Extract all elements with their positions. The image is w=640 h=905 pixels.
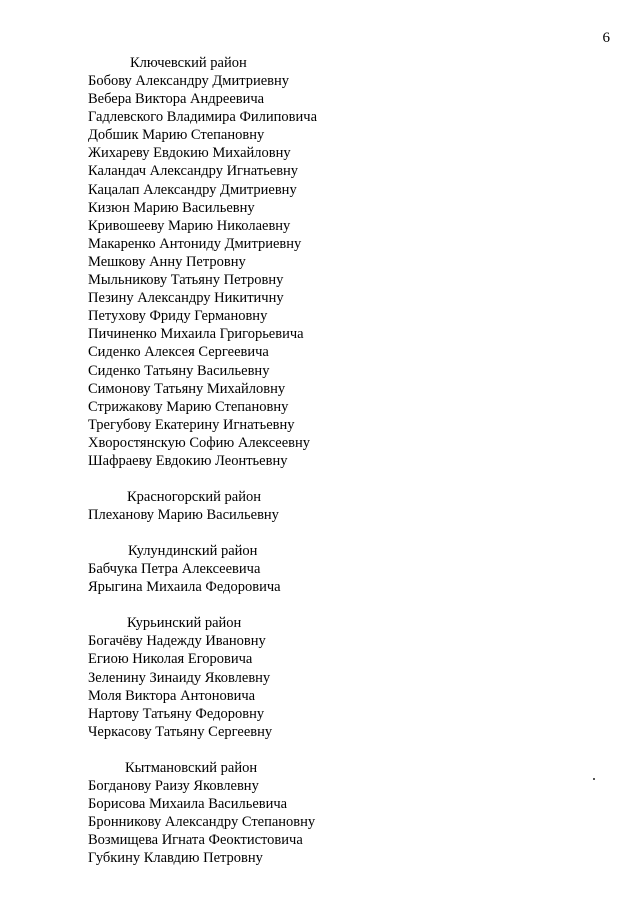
district-section [88,542,608,596]
person-name: Бобову Александру Дмитриевну [88,73,290,89]
person-name: Богданову Раизу Яковлевну [88,777,259,794]
district-heading: Курьинский район [127,615,242,632]
district-heading: Ключевский район [130,55,247,71]
person-name: Богачёву Надежду Ивановну [88,633,266,650]
person-name: Мешкову Анну Петровну [88,253,246,270]
person-name: Трегубову Екатерину Игнатьевну [88,416,295,433]
person-name: Егиою Николая Егоровича [88,651,253,668]
person-name: Пичиненко Михаила Григорьевича [88,326,304,343]
person-name: Бронникову Александру Степановну [88,814,316,831]
district-heading: Кытмановский район [125,759,258,776]
person-name: Кизюн Марию Васильевну [88,199,255,216]
person-name: Губкину Клавдию Петровну [88,850,263,867]
person-name: Сиденко Татьяну Васильевну [88,362,270,379]
person-name: Вебера Виктора Андреевича [88,91,265,108]
person-name: Зеленину Зинаиду Яковлевну [88,669,271,686]
district-section [88,488,608,524]
person-name: Макаренко Антониду Дмитриевну [88,235,302,252]
person-name: Черкасову Татьяну Сергеевну [88,723,273,740]
person-name: Гадлевского Владимира Филиповича [88,109,318,126]
district-section [88,54,608,470]
person-name: Жихареву Евдокию Михайловну [88,145,291,162]
person-name: Пезину Александру Никитичну [88,290,284,307]
person-name: Нартову Татьяну Федоровну [88,705,265,722]
scan-speck [593,778,595,780]
person-name: Борисова Михаила Васильевича [88,796,288,812]
person-name: Добшик Марию Степановну [88,127,265,144]
district-section [88,614,608,741]
person-name: Моля Виктора Антоновича [88,687,256,704]
district-section [88,759,608,867]
person-name: Плеханову Марию Васильевну [88,507,279,524]
person-name: Петухову Фриду Германовну [88,308,268,325]
person-name: Кацалап Александру Дмитриевну [88,181,297,198]
person-name: Мыльникову Татьяну Петровну [88,272,284,289]
district-heading: Красногорский район [127,489,261,506]
person-name: Симонову Татьяну Михайловну [88,380,286,397]
district-heading: Кулундинский район [128,543,258,560]
person-name: Ярыгина Михаила Федоровича [88,579,281,596]
person-name: Каландач Александру Игнатьевну [88,163,299,180]
person-name: Возмищева Игната Феоктистовича [88,832,303,849]
person-name: Стрижакову Марию Степановну [88,398,289,415]
person-name: Бабчука Петра Алексеевича [88,561,261,578]
person-name: Шафраеву Евдокию Леонтьевну [88,452,288,469]
page-number: 6 [602,30,610,46]
person-name: Кривошееву Марию Николаевну [88,217,291,234]
award-list [88,54,608,885]
person-name: Сиденко Алексея Сергеевича [88,344,269,361]
person-name: Хворостянскую Софию Алексеевну [88,434,311,451]
